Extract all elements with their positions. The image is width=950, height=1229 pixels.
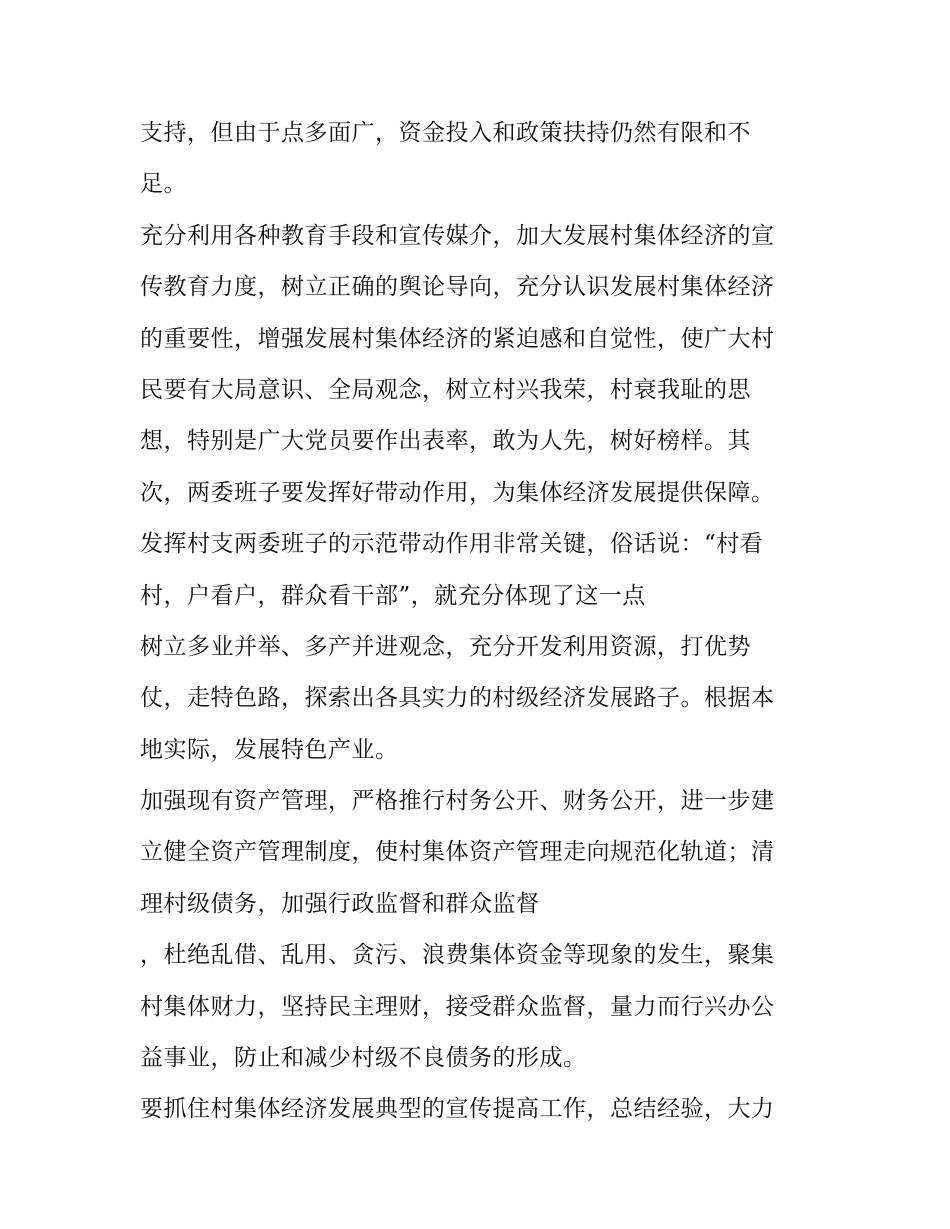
text-line: 充分利用各种教育手段和宣传媒介，加大发展村集体经济的宣 xyxy=(140,222,775,249)
text-line: 立健全资产管理制度，使村集体资产管理走向规范化轨道；清 xyxy=(140,839,775,866)
text-line: 想，特别是广大党员要作出表率，敢为人先，树好榜样。其 xyxy=(140,428,751,455)
text-line: 要抓住村集体经济发展典型的宣传提高工作，总结经验，大力 xyxy=(140,1096,775,1123)
text-line: 益事业，防止和减少村级不良债务的形成。 xyxy=(140,1045,587,1072)
text-line: 理村级债务，加强行政监督和群众监督 xyxy=(140,890,540,917)
text-line: 仗，走特色路，探索出各具实力的村级经济发展路子。根据本 xyxy=(140,685,775,712)
text-line: 村，户看户，群众看干部”，就充分体现了这一点 xyxy=(140,582,646,609)
text-line: 民要有大局意识、全局观念，树立村兴我荣，村衰我耻的思 xyxy=(140,376,751,403)
text-line: 的重要性，增强发展村集体经济的紧迫感和自觉性，使广大村 xyxy=(140,325,775,352)
body-text xyxy=(140,108,820,1136)
text-line: 加强现有资产管理，严格推行村务公开、财务公开，进一步建 xyxy=(140,788,775,815)
text-line: 树立多业并举、多产并进观念，充分开发利用资源，打优势 xyxy=(140,633,751,660)
text-line: 支持，但由于点多面广，资金投入和政策扶持仍然有限和不 xyxy=(140,120,751,146)
text-line: 足。 xyxy=(140,171,187,198)
text-line: 次，两委班子要发挥好带动作用，为集体经济发展提供保障。 xyxy=(140,479,775,506)
text-line: 发挥村支两委班子的示范带动作用非常关键，俗话说：“村看 xyxy=(140,531,764,558)
text-line: ，杜绝乱借、乱用、贪污、浪费集体资金等现象的发生，聚集 xyxy=(140,942,775,969)
text-line: 传教育力度，树立正确的舆论导向，充分认识发展村集体经济 xyxy=(140,274,775,301)
text-line: 村集体财力，坚持民主理财，接受群众监督，量力而行兴办公 xyxy=(140,993,775,1020)
text-line: 地实际，发展特色产业。 xyxy=(140,736,399,763)
